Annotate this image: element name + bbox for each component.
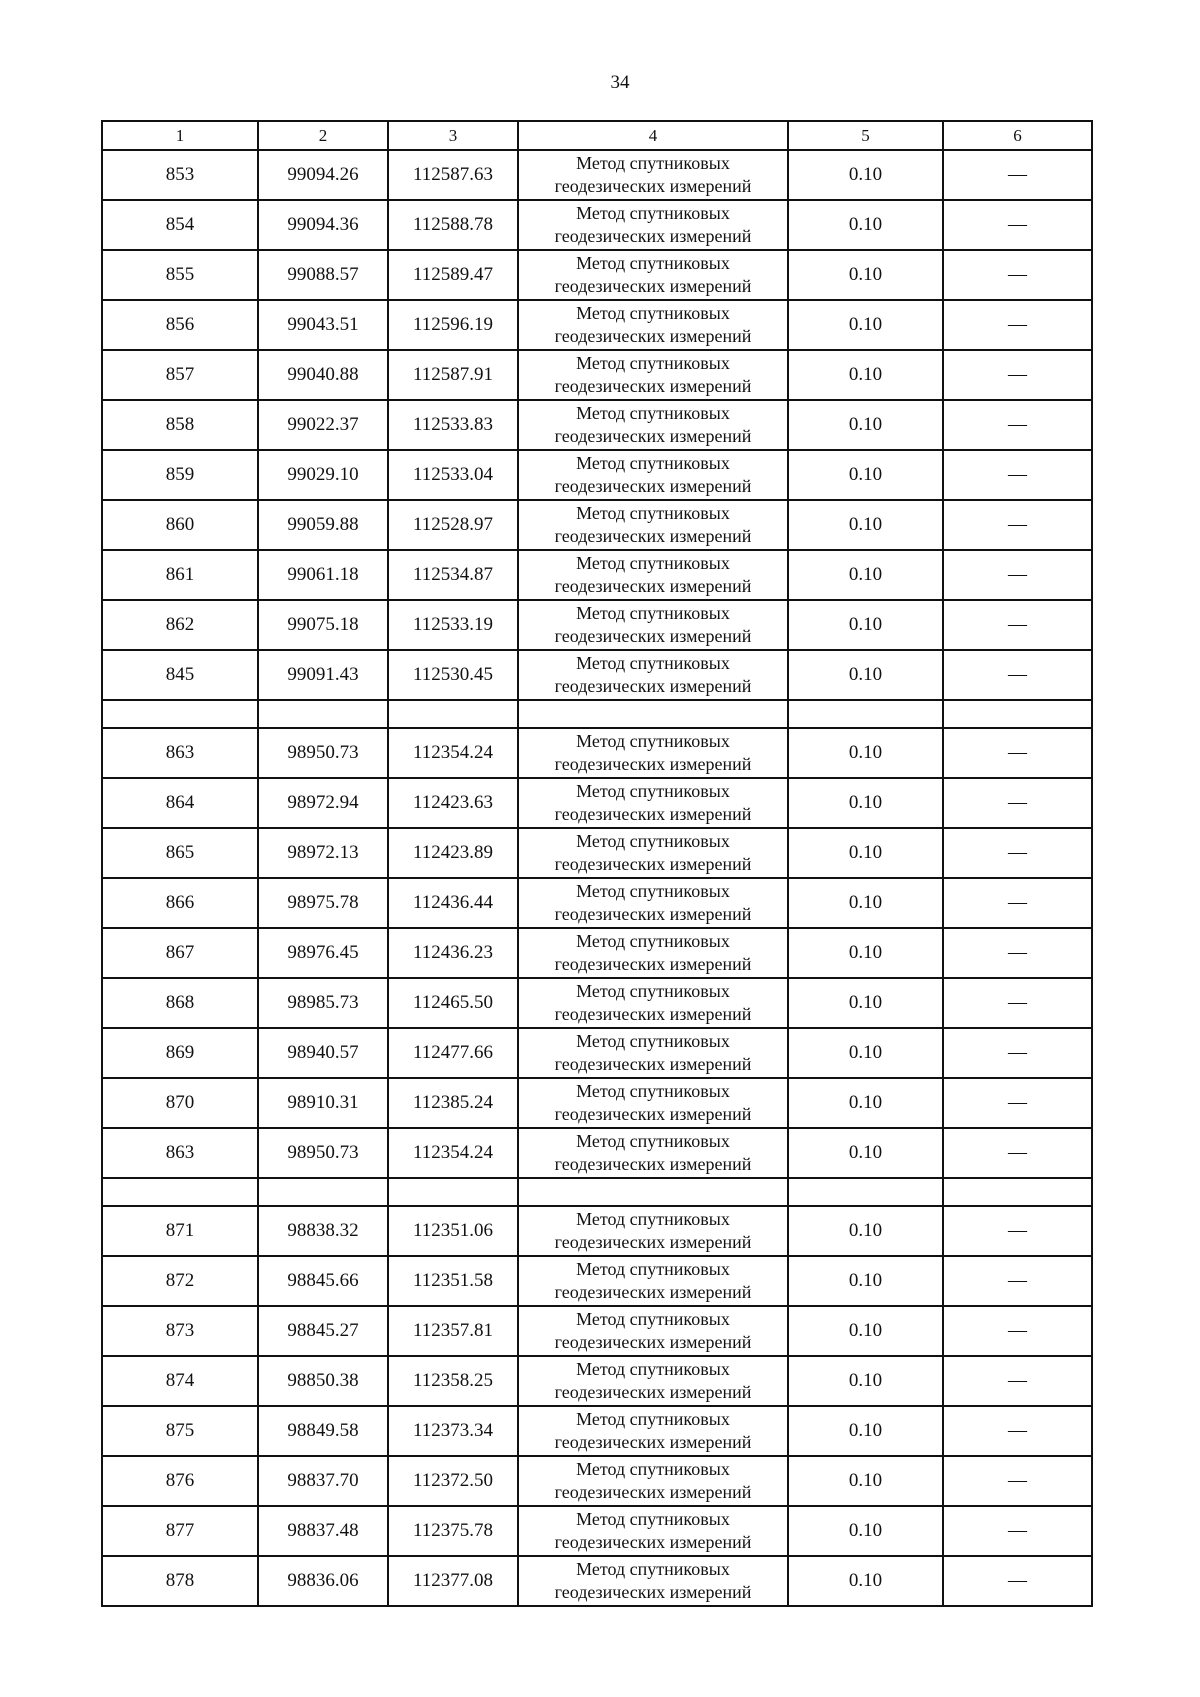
description-cell: —: [943, 1406, 1092, 1456]
accuracy-cell: 0.10: [788, 878, 943, 928]
accuracy-cell: 0.10: [788, 1456, 943, 1506]
accuracy-cell: 0.10: [788, 600, 943, 650]
coordinate-y-cell: 112373.34: [388, 1406, 518, 1456]
empty-cell: [943, 700, 1092, 728]
table-row: [102, 400, 1092, 450]
method-cell: [518, 1078, 788, 1128]
method-cell: [518, 728, 788, 778]
table-row: [102, 1406, 1092, 1456]
method-text-line: Метод спутниковых: [576, 1259, 730, 1279]
point-number-cell: 867: [102, 928, 258, 978]
method-text-line: геодезических измерений: [554, 226, 752, 246]
description-cell: —: [943, 1306, 1092, 1356]
point-number-cell: 863: [102, 728, 258, 778]
description-cell: —: [943, 450, 1092, 500]
accuracy-cell: 0.10: [788, 200, 943, 250]
method-text-line: Метод спутниковых: [576, 353, 730, 373]
header-cell: 1: [102, 121, 258, 150]
separator-row: [102, 700, 1092, 728]
method-cell: [518, 978, 788, 1028]
description-cell: —: [943, 978, 1092, 1028]
description-cell: —: [943, 1028, 1092, 1078]
accuracy-cell: 0.10: [788, 728, 943, 778]
coordinate-x-cell: 98837.48: [258, 1506, 388, 1556]
coordinate-x-cell: 98850.38: [258, 1356, 388, 1406]
method-text-line: Метод спутниковых: [576, 981, 730, 1001]
accuracy-cell: 0.10: [788, 500, 943, 550]
method-text-line: геодезических измерений: [554, 1232, 752, 1252]
method-cell: [518, 1506, 788, 1556]
method-text-line: Метод спутниковых: [576, 1031, 730, 1051]
table-row: [102, 1128, 1092, 1178]
coordinate-x-cell: 98940.57: [258, 1028, 388, 1078]
point-number-cell: 872: [102, 1256, 258, 1306]
method-text-line: Метод спутниковых: [576, 931, 730, 951]
table-row: [102, 978, 1092, 1028]
description-cell: —: [943, 1456, 1092, 1506]
method-text-line: Метод спутниковых: [576, 303, 730, 323]
empty-cell: [388, 700, 518, 728]
header-cell: 3: [388, 121, 518, 150]
accuracy-cell: 0.10: [788, 1128, 943, 1178]
coordinate-y-cell: 112436.44: [388, 878, 518, 928]
accuracy-cell: 0.10: [788, 1356, 943, 1406]
empty-cell: [788, 700, 943, 728]
accuracy-cell: 0.10: [788, 400, 943, 450]
accuracy-cell: 0.10: [788, 978, 943, 1028]
method-text-line: геодезических измерений: [554, 576, 752, 596]
coordinate-x-cell: 99094.26: [258, 150, 388, 200]
description-cell: —: [943, 878, 1092, 928]
coordinate-y-cell: 112385.24: [388, 1078, 518, 1128]
coordinate-x-cell: 99061.18: [258, 550, 388, 600]
accuracy-cell: 0.10: [788, 778, 943, 828]
method-text-line: геодезических измерений: [554, 1432, 752, 1452]
coordinate-x-cell: 99088.57: [258, 250, 388, 300]
method-cell: [518, 600, 788, 650]
method-text-line: геодезических измерений: [554, 1482, 752, 1502]
coordinate-y-cell: 112530.45: [388, 650, 518, 700]
accuracy-cell: 0.10: [788, 1256, 943, 1306]
accuracy-cell: 0.10: [788, 1028, 943, 1078]
coordinate-y-cell: 112354.24: [388, 728, 518, 778]
coordinate-y-cell: 112528.97: [388, 500, 518, 550]
description-cell: —: [943, 400, 1092, 450]
description-cell: —: [943, 500, 1092, 550]
coordinate-x-cell: 98976.45: [258, 928, 388, 978]
point-number-cell: 856: [102, 300, 258, 350]
coordinate-y-cell: 112372.50: [388, 1456, 518, 1506]
empty-cell: [102, 1178, 258, 1206]
page-number: 34: [610, 72, 630, 93]
coordinate-x-cell: 98836.06: [258, 1556, 388, 1606]
method-cell: [518, 350, 788, 400]
method-text-line: геодезических измерений: [554, 376, 752, 396]
table-row: [102, 1356, 1092, 1406]
method-text-line: Метод спутниковых: [576, 1081, 730, 1101]
description-cell: —: [943, 1206, 1092, 1256]
description-cell: —: [943, 928, 1092, 978]
table-row: [102, 878, 1092, 928]
coordinate-x-cell: 98845.66: [258, 1256, 388, 1306]
accuracy-cell: 0.10: [788, 1078, 943, 1128]
table-row: [102, 600, 1092, 650]
description-cell: —: [943, 778, 1092, 828]
coordinate-y-cell: 112436.23: [388, 928, 518, 978]
method-cell: [518, 500, 788, 550]
table-row: [102, 1078, 1092, 1128]
point-number-cell: 860: [102, 500, 258, 550]
coordinate-y-cell: 112358.25: [388, 1356, 518, 1406]
method-cell: [518, 828, 788, 878]
table-row: [102, 200, 1092, 250]
method-text-line: Метод спутниковых: [576, 1359, 730, 1379]
coordinate-y-cell: 112533.19: [388, 600, 518, 650]
accuracy-cell: 0.10: [788, 1506, 943, 1556]
table-row: [102, 1306, 1092, 1356]
accuracy-cell: 0.10: [788, 250, 943, 300]
coordinate-y-cell: 112477.66: [388, 1028, 518, 1078]
method-text-line: геодезических измерений: [554, 326, 752, 346]
method-text-line: Метод спутниковых: [576, 1409, 730, 1429]
description-cell: —: [943, 250, 1092, 300]
coordinate-y-cell: 112596.19: [388, 300, 518, 350]
header-cell: 4: [518, 121, 788, 150]
method-cell: [518, 1456, 788, 1506]
method-text-line: геодезических измерений: [554, 176, 752, 196]
point-number-cell: 855: [102, 250, 258, 300]
table-row: [102, 450, 1092, 500]
table-header-row: [102, 121, 1092, 150]
accuracy-cell: 0.10: [788, 300, 943, 350]
method-text-line: геодезических измерений: [554, 754, 752, 774]
method-text-line: геодезических измерений: [554, 904, 752, 924]
empty-cell: [388, 1178, 518, 1206]
method-text-line: Метод спутниковых: [576, 203, 730, 223]
method-cell: [518, 650, 788, 700]
method-text-line: геодезических измерений: [554, 1332, 752, 1352]
table-row: [102, 828, 1092, 878]
coordinate-x-cell: 98985.73: [258, 978, 388, 1028]
point-number-cell: 865: [102, 828, 258, 878]
table-row: [102, 1028, 1092, 1078]
coordinate-x-cell: 98838.32: [258, 1206, 388, 1256]
method-text-line: Метод спутниковых: [576, 153, 730, 173]
accuracy-cell: 0.10: [788, 828, 943, 878]
table-row: [102, 778, 1092, 828]
point-number-cell: 854: [102, 200, 258, 250]
table-row: [102, 350, 1092, 400]
header-cell: 2: [258, 121, 388, 150]
coordinate-y-cell: 112587.91: [388, 350, 518, 400]
description-cell: —: [943, 828, 1092, 878]
method-cell: [518, 1206, 788, 1256]
coordinate-x-cell: 98849.58: [258, 1406, 388, 1456]
table-row: [102, 550, 1092, 600]
method-text-line: Метод спутниковых: [576, 503, 730, 523]
coordinate-x-cell: 98972.94: [258, 778, 388, 828]
method-cell: [518, 778, 788, 828]
coordinate-y-cell: 112354.24: [388, 1128, 518, 1178]
method-text-line: Метод спутниковых: [576, 1509, 730, 1529]
description-cell: —: [943, 650, 1092, 700]
coordinate-x-cell: 98972.13: [258, 828, 388, 878]
table-row: [102, 250, 1092, 300]
description-cell: —: [943, 550, 1092, 600]
method-cell: [518, 450, 788, 500]
description-cell: —: [943, 1128, 1092, 1178]
coordinate-y-cell: 112534.87: [388, 550, 518, 600]
point-number-cell: 871: [102, 1206, 258, 1256]
coordinate-y-cell: 112423.63: [388, 778, 518, 828]
description-cell: —: [943, 350, 1092, 400]
method-cell: [518, 878, 788, 928]
coordinate-x-cell: 98845.27: [258, 1306, 388, 1356]
accuracy-cell: 0.10: [788, 1306, 943, 1356]
point-number-cell: 862: [102, 600, 258, 650]
coordinates-table: [101, 120, 1093, 1607]
method-cell: [518, 200, 788, 250]
point-number-cell: 853: [102, 150, 258, 200]
method-text-line: геодезических измерений: [554, 804, 752, 824]
description-cell: —: [943, 300, 1092, 350]
method-cell: [518, 150, 788, 200]
method-text-line: геодезических измерений: [554, 1282, 752, 1302]
coordinate-y-cell: 112357.81: [388, 1306, 518, 1356]
table-row: [102, 928, 1092, 978]
method-text-line: Метод спутниковых: [576, 881, 730, 901]
coordinate-y-cell: 112588.78: [388, 200, 518, 250]
point-number-cell: 857: [102, 350, 258, 400]
coordinate-x-cell: 98975.78: [258, 878, 388, 928]
coordinate-x-cell: 99043.51: [258, 300, 388, 350]
description-cell: —: [943, 1556, 1092, 1606]
point-number-cell: 877: [102, 1506, 258, 1556]
point-number-cell: 875: [102, 1406, 258, 1456]
description-cell: —: [943, 1506, 1092, 1556]
method-cell: [518, 1356, 788, 1406]
coordinate-y-cell: 112377.08: [388, 1556, 518, 1606]
point-number-cell: 866: [102, 878, 258, 928]
method-text-line: геодезических измерений: [554, 626, 752, 646]
description-cell: —: [943, 200, 1092, 250]
coordinate-y-cell: 112589.47: [388, 250, 518, 300]
coordinate-y-cell: 112533.83: [388, 400, 518, 450]
accuracy-cell: 0.10: [788, 1406, 943, 1456]
method-text-line: Метод спутниковых: [576, 403, 730, 423]
point-number-cell: 861: [102, 550, 258, 600]
coordinate-x-cell: 99091.43: [258, 650, 388, 700]
coordinate-y-cell: 112533.04: [388, 450, 518, 500]
empty-cell: [518, 700, 788, 728]
table-row: [102, 1206, 1092, 1256]
method-text-line: Метод спутниковых: [576, 1131, 730, 1151]
accuracy-cell: 0.10: [788, 450, 943, 500]
empty-cell: [258, 1178, 388, 1206]
description-cell: —: [943, 728, 1092, 778]
method-text-line: геодезических измерений: [554, 1154, 752, 1174]
method-text-line: геодезических измерений: [554, 526, 752, 546]
method-text-line: Метод спутниковых: [576, 1559, 730, 1579]
method-cell: [518, 1256, 788, 1306]
method-text-line: Метод спутниковых: [576, 603, 730, 623]
table-row: [102, 1456, 1092, 1506]
accuracy-cell: 0.10: [788, 928, 943, 978]
coordinate-y-cell: 112423.89: [388, 828, 518, 878]
coordinate-x-cell: 99075.18: [258, 600, 388, 650]
point-number-cell: 845: [102, 650, 258, 700]
method-text-line: Метод спутниковых: [576, 1209, 730, 1229]
point-number-cell: 868: [102, 978, 258, 1028]
method-cell: [518, 1406, 788, 1456]
point-number-cell: 874: [102, 1356, 258, 1406]
method-text-line: геодезических измерений: [554, 1004, 752, 1024]
header-cell: 6: [943, 121, 1092, 150]
method-cell: [518, 928, 788, 978]
method-text-line: Метод спутниковых: [576, 781, 730, 801]
point-number-cell: 870: [102, 1078, 258, 1128]
coordinate-y-cell: 112587.63: [388, 150, 518, 200]
method-text-line: геодезических измерений: [554, 1104, 752, 1124]
header-cell: 5: [788, 121, 943, 150]
coordinate-x-cell: 98837.70: [258, 1456, 388, 1506]
method-cell: [518, 1306, 788, 1356]
point-number-cell: 859: [102, 450, 258, 500]
accuracy-cell: 0.10: [788, 650, 943, 700]
method-text-line: геодезических измерений: [554, 1532, 752, 1552]
accuracy-cell: 0.10: [788, 1206, 943, 1256]
point-number-cell: 873: [102, 1306, 258, 1356]
description-cell: —: [943, 1078, 1092, 1128]
method-text-line: Метод спутниковых: [576, 1459, 730, 1479]
description-cell: —: [943, 1356, 1092, 1406]
description-cell: —: [943, 150, 1092, 200]
table-row: [102, 650, 1092, 700]
method-text-line: Метод спутниковых: [576, 453, 730, 473]
point-number-cell: 869: [102, 1028, 258, 1078]
coordinate-y-cell: 112351.58: [388, 1256, 518, 1306]
coordinate-x-cell: 99094.36: [258, 200, 388, 250]
method-text-line: геодезических измерений: [554, 476, 752, 496]
accuracy-cell: 0.10: [788, 150, 943, 200]
empty-cell: [102, 700, 258, 728]
coordinate-y-cell: 112351.06: [388, 1206, 518, 1256]
table-row: [102, 1556, 1092, 1606]
table-row: [102, 728, 1092, 778]
table-row: [102, 1506, 1092, 1556]
method-text-line: геодезических измерений: [554, 676, 752, 696]
empty-cell: [258, 700, 388, 728]
method-text-line: геодезических измерений: [554, 1382, 752, 1402]
empty-cell: [788, 1178, 943, 1206]
separator-row: [102, 1178, 1092, 1206]
empty-cell: [943, 1178, 1092, 1206]
method-text-line: Метод спутниковых: [576, 553, 730, 573]
accuracy-cell: 0.10: [788, 550, 943, 600]
empty-cell: [518, 1178, 788, 1206]
point-number-cell: 878: [102, 1556, 258, 1606]
method-cell: [518, 400, 788, 450]
method-text-line: Метод спутниковых: [576, 253, 730, 273]
coordinate-x-cell: 98950.73: [258, 728, 388, 778]
method-cell: [518, 300, 788, 350]
table-row: [102, 1256, 1092, 1306]
point-number-cell: 858: [102, 400, 258, 450]
accuracy-cell: 0.10: [788, 1556, 943, 1606]
coordinate-x-cell: 99040.88: [258, 350, 388, 400]
point-number-cell: 876: [102, 1456, 258, 1506]
point-number-cell: 863: [102, 1128, 258, 1178]
point-number-cell: 864: [102, 778, 258, 828]
coordinate-x-cell: 98910.31: [258, 1078, 388, 1128]
method-cell: [518, 1028, 788, 1078]
description-cell: —: [943, 1256, 1092, 1306]
method-text-line: геодезических измерений: [554, 426, 752, 446]
accuracy-cell: 0.10: [788, 350, 943, 400]
description-cell: —: [943, 600, 1092, 650]
coordinate-y-cell: 112375.78: [388, 1506, 518, 1556]
method-cell: [518, 1128, 788, 1178]
table-body: [102, 150, 1092, 1606]
method-cell: [518, 1556, 788, 1606]
method-text-line: Метод спутниковых: [576, 1309, 730, 1329]
coordinate-x-cell: 99059.88: [258, 500, 388, 550]
coordinate-x-cell: 99022.37: [258, 400, 388, 450]
method-text-line: Метод спутниковых: [576, 731, 730, 751]
table-row: [102, 500, 1092, 550]
method-cell: [518, 250, 788, 300]
method-text-line: геодезических измерений: [554, 954, 752, 974]
coordinate-x-cell: 98950.73: [258, 1128, 388, 1178]
method-text-line: Метод спутниковых: [576, 831, 730, 851]
method-text-line: Метод спутниковых: [576, 653, 730, 673]
method-text-line: геодезических измерений: [554, 1582, 752, 1602]
table-row: [102, 150, 1092, 200]
method-text-line: геодезических измерений: [554, 276, 752, 296]
method-text-line: геодезических измерений: [554, 1054, 752, 1074]
coordinate-y-cell: 112465.50: [388, 978, 518, 1028]
table-row: [102, 300, 1092, 350]
coordinate-x-cell: 99029.10: [258, 450, 388, 500]
method-cell: [518, 550, 788, 600]
method-text-line: геодезических измерений: [554, 854, 752, 874]
